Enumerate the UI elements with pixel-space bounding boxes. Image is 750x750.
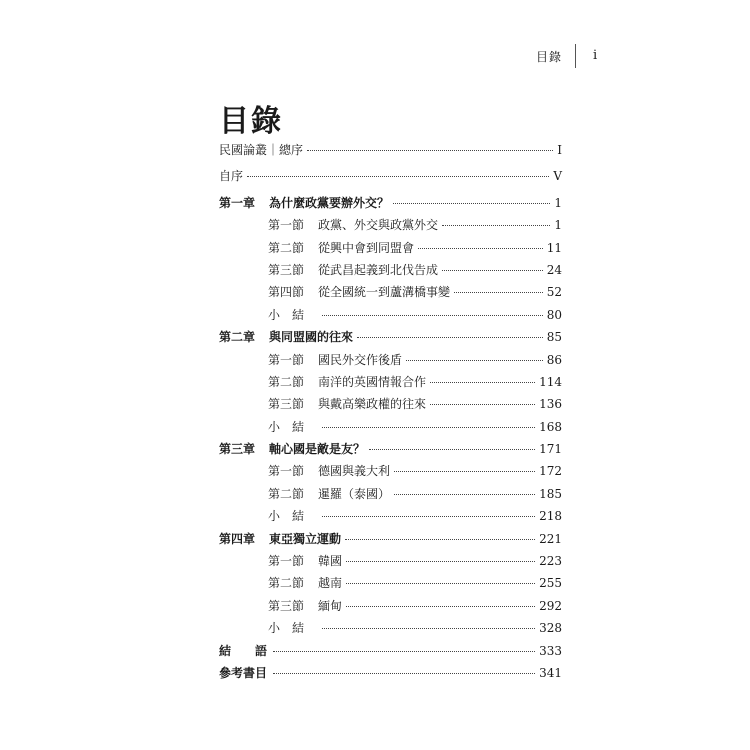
toc-entry-title: 與同盟國的往來 — [269, 330, 354, 345]
toc-entry-page: 114 — [539, 374, 562, 389]
dot-leader — [357, 336, 543, 338]
toc-entry — [219, 328, 562, 350]
dot-leader — [345, 538, 535, 540]
running-title: 目錄 — [535, 50, 562, 64]
toc-entry-title: 從武昌起義到北伐告成 — [318, 262, 439, 277]
toc-entry — [219, 574, 562, 596]
dot-leader — [418, 247, 543, 249]
toc-entry-title: 南洋的英國情報合作 — [318, 374, 427, 389]
toc-entry-title: 緬甸 — [318, 598, 343, 613]
toc-entry-page: 328 — [539, 621, 562, 636]
toc-entry-number: 參考書目 — [219, 665, 268, 680]
toc-entry-title: 德國與義大利 — [318, 464, 391, 479]
toc-entry — [219, 462, 562, 484]
dot-leader — [322, 426, 535, 428]
toc-entry-page: 223 — [539, 554, 562, 569]
dot-leader — [273, 672, 535, 674]
toc-entry-number: 第四章 — [219, 531, 256, 546]
toc-entry-title: 民國論叢｜總序 — [219, 143, 304, 157]
toc-entry-number: 第一節 — [268, 554, 305, 569]
toc-entry-page: 333 — [539, 643, 562, 658]
toc-entry-page: 11 — [546, 240, 562, 255]
dot-leader — [406, 359, 543, 361]
toc-entry — [219, 373, 562, 395]
toc-entry — [219, 194, 562, 216]
toc-entry-number: 第二節 — [268, 486, 305, 501]
toc-entry — [219, 283, 562, 305]
toc-entry — [219, 642, 562, 664]
header-divider — [575, 44, 576, 68]
dot-leader — [430, 403, 535, 405]
toc-entry-page: 171 — [539, 442, 562, 457]
toc-entry-number: 小 結 — [268, 419, 305, 434]
dot-leader — [346, 605, 535, 607]
toc-entry-number: 結 語 — [219, 643, 268, 658]
toc-entry-number: 小 結 — [268, 307, 305, 322]
toc-entry — [219, 141, 562, 163]
toc-entry-title: 國民外交作後盾 — [318, 352, 403, 367]
toc-entry-page: 24 — [546, 262, 562, 277]
toc-entry-page: V — [553, 169, 562, 184]
toc-entry — [219, 418, 562, 440]
toc-entry-number: 第二章 — [219, 330, 256, 345]
toc-entry — [219, 597, 562, 619]
toc-entry — [219, 552, 562, 574]
toc-entry-page: 172 — [539, 464, 562, 479]
dot-leader — [442, 269, 543, 271]
toc-entry — [219, 351, 562, 373]
toc-entry-title: 暹羅（泰國） — [318, 486, 391, 501]
toc-entry — [219, 306, 562, 328]
toc-entry-title: 從興中會到同盟會 — [318, 240, 415, 255]
dot-leader — [346, 582, 535, 584]
toc-entry-number: 第一節 — [268, 218, 305, 233]
toc-entry-title: 與戴高樂政權的往來 — [318, 397, 427, 412]
page-title: 目錄 — [219, 104, 283, 139]
toc-entry-title: 韓國 — [318, 554, 343, 569]
toc-entry — [219, 507, 562, 529]
toc-entry — [219, 395, 562, 417]
toc-entry-title: 政黨、外交與政黨外交 — [318, 218, 439, 233]
toc-entry — [219, 440, 562, 462]
toc-entry-page: 185 — [539, 486, 562, 501]
toc-entry — [219, 261, 562, 283]
dot-leader — [394, 470, 535, 472]
toc-entry-title: 東亞獨立運動 — [269, 531, 342, 546]
toc-entry-number: 小 結 — [268, 509, 305, 524]
dot-leader — [273, 650, 535, 652]
toc-entry-title: 自序 — [219, 169, 244, 184]
dot-leader — [307, 149, 553, 151]
toc-entry-number: 第一節 — [268, 464, 305, 479]
toc-entry-number: 小 結 — [268, 621, 305, 636]
dot-leader — [346, 560, 535, 562]
dot-leader — [393, 202, 550, 204]
running-header — [0, 44, 750, 70]
dot-leader — [322, 314, 543, 316]
toc-entry-number: 第三節 — [268, 598, 305, 613]
toc-entry-page: 292 — [539, 598, 562, 613]
toc-entry — [219, 664, 562, 686]
toc-entry-number: 第一節 — [268, 352, 305, 367]
toc-entry-title: 從全國統一到蘆溝橋事變 — [318, 285, 451, 300]
dot-leader — [394, 493, 535, 495]
toc-entry — [219, 485, 562, 507]
toc-entry-number: 第一章 — [219, 195, 256, 210]
toc-entry-page: 1 — [554, 195, 562, 210]
toc-entry — [219, 619, 562, 641]
toc-entry-number: 第二節 — [268, 374, 305, 389]
toc-entry — [219, 167, 562, 189]
toc-entry-page: 218 — [539, 509, 562, 524]
toc-entry-page: 255 — [539, 576, 562, 591]
table-of-contents — [219, 141, 562, 686]
dot-leader — [430, 381, 535, 383]
toc-entry-page: 80 — [546, 307, 562, 322]
toc-entry-page: 221 — [539, 531, 562, 546]
dot-leader — [322, 627, 535, 629]
toc-entry-page: 168 — [539, 419, 562, 434]
toc-entry-title: 為什麼政黨要辦外交？ — [269, 195, 390, 210]
dot-leader — [454, 291, 543, 293]
toc-entry-title: 越南 — [318, 576, 343, 591]
toc-entry-page: 86 — [546, 352, 562, 367]
dot-leader — [442, 224, 550, 226]
toc-entry-page: 85 — [546, 330, 562, 345]
toc-entry — [219, 239, 562, 261]
toc-entry-number: 第三節 — [268, 397, 305, 412]
toc-entry-number: 第四節 — [268, 285, 305, 300]
dot-leader — [369, 448, 535, 450]
toc-entry-page: 341 — [539, 665, 562, 680]
toc-entry-number: 第三節 — [268, 262, 305, 277]
toc-entry — [219, 216, 562, 238]
toc-entry-number: 第三章 — [219, 442, 256, 457]
toc-entry-title: 軸心國是敵是友？ — [269, 442, 366, 457]
toc-entry-number: 第二節 — [268, 240, 305, 255]
toc-entry-page: 52 — [546, 285, 562, 300]
toc-entry-page: I — [557, 143, 562, 157]
dot-leader — [322, 515, 535, 517]
page-number: i — [593, 48, 598, 63]
toc-entry-page: 1 — [554, 218, 562, 233]
toc-entry-number: 第二節 — [268, 576, 305, 591]
toc-entry-page: 136 — [539, 397, 562, 412]
toc-entry — [219, 530, 562, 552]
dot-leader — [247, 175, 549, 177]
